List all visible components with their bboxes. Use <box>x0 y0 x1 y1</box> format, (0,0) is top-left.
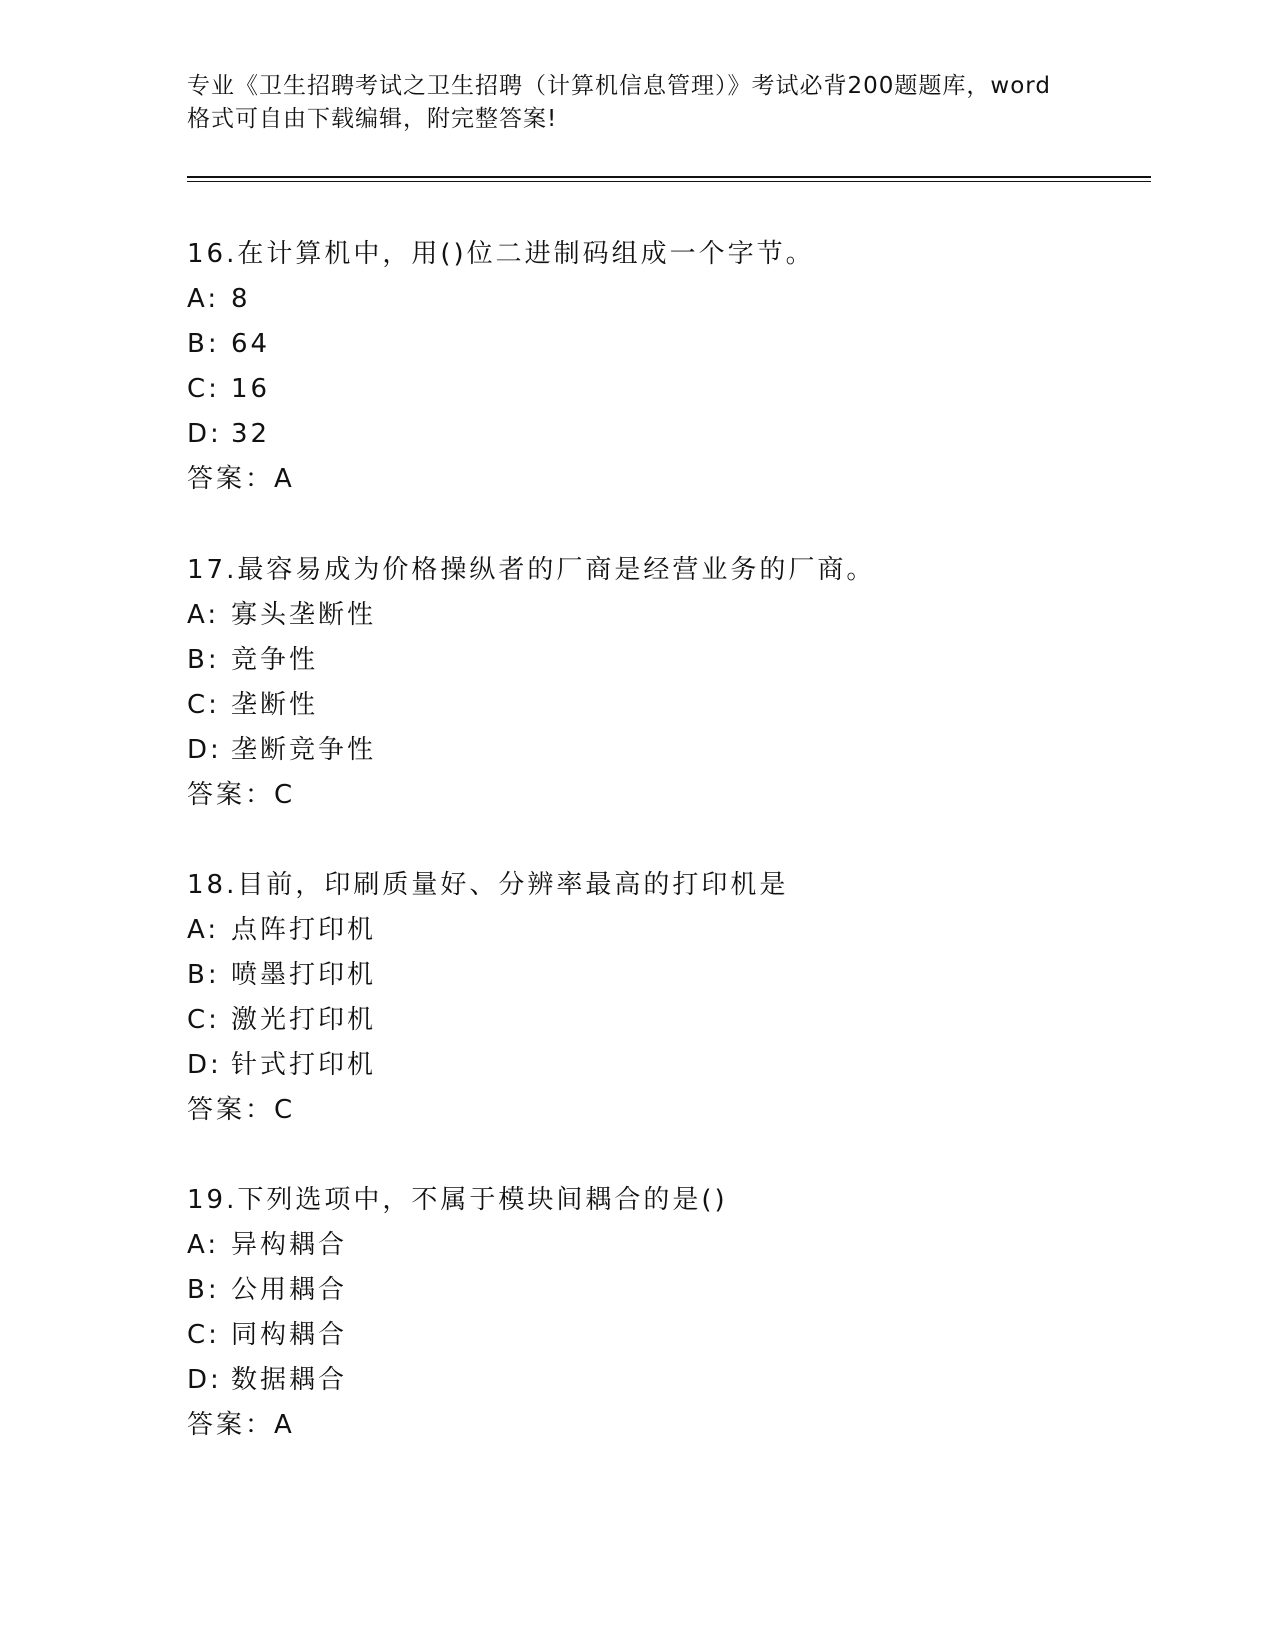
option-text: 垄断竞争性 <box>231 735 377 765</box>
option-text: 公用耦合 <box>231 1275 348 1305</box>
option-a <box>187 277 1147 322</box>
question-stem: 19.下列选项中，不属于模块间耦合的是() <box>187 1185 728 1215</box>
option-b <box>187 322 1147 367</box>
answer-line: 答案：A <box>187 1410 295 1440</box>
option-text: 寡头垄断性 <box>231 600 377 630</box>
option-letter: A: <box>187 915 220 945</box>
question-stem: 18.目前，印刷质量好、分辨率最高的打印机是 <box>187 870 789 900</box>
answer-line: 答案：C <box>187 780 296 810</box>
question-17 <box>187 548 1147 818</box>
question-stem: 17.最容易成为价格操纵者的厂商是经营业务的厂商。 <box>187 555 876 585</box>
option-letter: B: <box>187 1275 220 1305</box>
question-16 <box>187 232 1147 502</box>
option-letter: D: <box>187 735 222 765</box>
option-text: 64 <box>231 329 271 359</box>
option-b <box>187 953 1147 998</box>
option-d <box>187 1043 1147 1088</box>
option-a <box>187 1223 1147 1268</box>
document-header <box>187 70 1087 136</box>
option-text: 同构耦合 <box>231 1320 348 1350</box>
question-19 <box>187 1178 1147 1448</box>
option-text: 数据耦合 <box>231 1365 348 1395</box>
option-letter: D: <box>187 1050 222 1080</box>
question-stem: 16.在计算机中，用()位二进制码组成一个字节。 <box>187 239 815 269</box>
option-text: 异构耦合 <box>231 1230 348 1260</box>
option-d <box>187 728 1147 773</box>
option-text: 16 <box>231 374 271 404</box>
option-letter: C: <box>187 374 220 404</box>
option-letter: B: <box>187 329 220 359</box>
option-text: 8 <box>231 284 251 314</box>
option-letter: C: <box>187 1005 220 1035</box>
option-text: 32 <box>231 419 271 449</box>
answer-line: 答案：A <box>187 464 295 494</box>
option-a <box>187 908 1147 953</box>
header-title-line-2: 格式可自由下载编辑，附完整答案! <box>187 106 558 132</box>
option-text: 针式打印机 <box>231 1050 377 1080</box>
option-letter: C: <box>187 690 220 720</box>
option-text: 喷墨打印机 <box>231 960 377 990</box>
option-letter: C: <box>187 1320 220 1350</box>
option-d <box>187 412 1147 457</box>
option-b <box>187 638 1147 683</box>
header-divider-thin <box>187 181 1151 182</box>
option-d <box>187 1358 1147 1403</box>
option-c <box>187 1313 1147 1358</box>
option-a <box>187 593 1147 638</box>
option-text: 垄断性 <box>231 690 319 720</box>
option-letter: A: <box>187 1230 220 1260</box>
option-letter: A: <box>187 284 220 314</box>
option-c <box>187 683 1147 728</box>
option-text: 竞争性 <box>231 645 319 675</box>
option-b <box>187 1268 1147 1313</box>
option-letter: B: <box>187 960 220 990</box>
option-text: 激光打印机 <box>231 1005 377 1035</box>
option-letter: D: <box>187 1365 222 1395</box>
option-letter: D: <box>187 419 222 449</box>
option-c <box>187 367 1147 412</box>
option-c <box>187 998 1147 1043</box>
answer-line: 答案：C <box>187 1095 296 1125</box>
header-divider-thick <box>187 176 1151 178</box>
option-letter: A: <box>187 600 220 630</box>
option-text: 点阵打印机 <box>231 915 377 945</box>
question-18 <box>187 863 1147 1133</box>
header-title-line-1: 专业《卫生招聘考试之卫生招聘（计算机信息管理）》考试必背200题题库，word <box>187 73 1051 99</box>
option-letter: B: <box>187 645 220 675</box>
